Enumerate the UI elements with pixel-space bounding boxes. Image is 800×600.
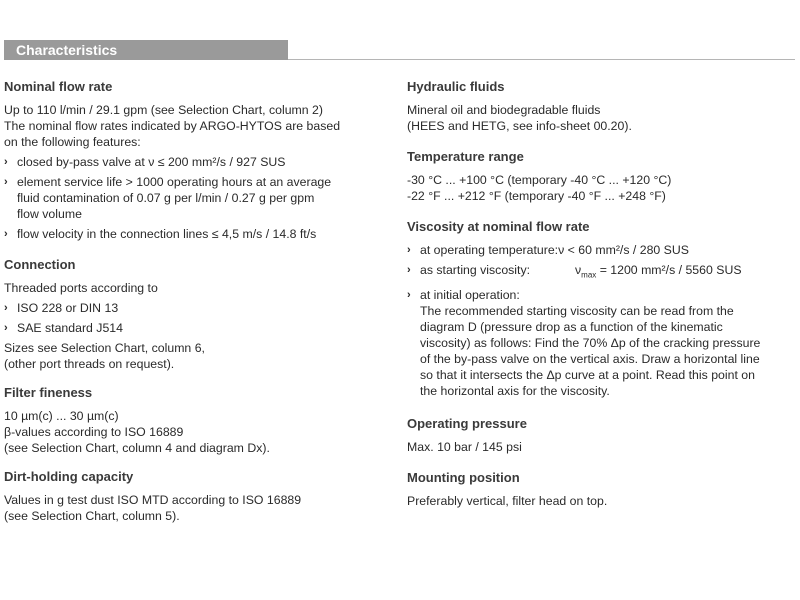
temperature-section: [407, 148, 799, 204]
bullet-chevron-icon: ›: [407, 244, 411, 256]
bullet-chevron-icon: ›: [4, 156, 8, 168]
bullet-chevron-icon: ›: [407, 289, 411, 302]
list-item: [4, 154, 388, 170]
right-column: [407, 78, 799, 520]
list-item-value: = 1200 mm²/s / 5560 SUS: [596, 263, 742, 277]
dirt-holding-section: [4, 468, 388, 524]
nominal-flow-title: Nominal flow rate: [4, 79, 113, 94]
list-item: [4, 320, 388, 336]
filter-fineness-line: 10 µm(c) ... 30 µm(c): [4, 409, 119, 423]
temperature-line: -22 °F ... +212 °F (temporary -40 °F ... +248 °F): [407, 189, 666, 203]
nominal-flow-line: on the following features:: [4, 135, 141, 149]
list-item-text: so that it intersects the Δp curve at a point. Read this point on: [420, 368, 755, 383]
list-item-text: ISO 228 or DIN 13: [17, 301, 119, 315]
temperature-line: -30 °C ... +100 °C (temporary -40 °C ... +120 °C): [407, 173, 672, 187]
list-item-text: flow volume: [17, 207, 82, 221]
list-item-text: at initial operation:: [420, 288, 520, 303]
max-subscript: max: [581, 270, 597, 280]
filter-fineness-title: Filter fineness: [4, 385, 93, 400]
mounting-title: Mounting position: [407, 470, 520, 486]
dirt-holding-line: Values in g test dust ISO MTD according to ISO 16889: [4, 493, 302, 507]
list-item-text: closed by-pass valve at ν ≤ 200 mm²/s / 927 SUS: [17, 155, 286, 169]
connection-title: Connection: [4, 257, 76, 272]
bullet-chevron-icon: ›: [4, 302, 8, 314]
filter-fineness-section: [4, 384, 388, 456]
list-item-text: The recommended starting viscosity can be read from the: [420, 304, 734, 319]
bullet-chevron-icon: ›: [4, 228, 8, 240]
hydraulic-fluids-line: (HEES and HETG, see info-sheet 00.20).: [407, 119, 632, 133]
list-item: [407, 287, 799, 399]
section-header-title: Characteristics: [16, 42, 118, 58]
connection-section: [4, 256, 388, 372]
list-item-text: flow velocity in the connection lines ≤ 4,5 m/s / 14.8 ft/s: [17, 227, 317, 241]
left-column: [4, 78, 388, 535]
section-header-bar: [4, 40, 288, 60]
operating-pressure-section: [407, 415, 799, 455]
connection-line: Sizes see Selection Chart, column 6,: [4, 341, 205, 355]
viscosity-title: Viscosity at nominal flow rate: [407, 219, 590, 234]
list-item: [4, 174, 388, 222]
connection-intro: Threaded ports according to: [4, 281, 158, 295]
list-item-text: viscosity) as follows: Find the 70% Δp of the cracking pressure: [420, 336, 761, 351]
list-item-text: diagram D (pressure drop as a function of the kinematic: [420, 320, 723, 335]
list-item: [407, 242, 799, 258]
list-item-text: SAE standard J514: [17, 321, 123, 335]
list-item-text: at operating temperature:ν < 60 mm²/s / 280 SUS: [420, 243, 689, 257]
list-item: [407, 262, 799, 283]
mounting-section: [407, 469, 799, 509]
bullet-chevron-icon: ›: [407, 264, 411, 276]
header-rule: [288, 59, 795, 60]
list-item-text: the horizontal axis for the viscosity.: [420, 384, 610, 399]
connection-line: (other port threads on request).: [4, 357, 175, 371]
hydraulic-fluids-line: Mineral oil and biodegradable fluids: [407, 103, 601, 117]
nu-symbol: ν: [575, 263, 582, 277]
dirt-holding-line: (see Selection Chart, column 5).: [4, 509, 180, 523]
filter-fineness-line: (see Selection Chart, column 4 and diagram Dx).: [4, 441, 270, 455]
nominal-flow-section: [4, 78, 388, 242]
list-item-text: element service life > 1000 operating hours at an average: [17, 175, 332, 189]
hydraulic-fluids-title: Hydraulic fluids: [407, 79, 505, 94]
nominal-flow-line: The nominal flow rates indicated by ARGO-HYTOS are based: [4, 119, 341, 133]
bullet-chevron-icon: ›: [4, 322, 8, 334]
filter-fineness-line: β-values according to ISO 16889: [4, 425, 184, 439]
list-item: [4, 226, 388, 242]
list-item-label: as starting viscosity:: [420, 263, 531, 277]
operating-pressure-title: Operating pressure: [407, 416, 527, 432]
operating-pressure-line: Max. 10 bar / 145 psi: [407, 440, 522, 455]
nominal-flow-line: Up to 110 l/min / 29.1 gpm (see Selection Chart, column 2): [4, 103, 323, 117]
list-item: [4, 300, 388, 316]
list-item-text: fluid contamination of 0.07 g per l/min / 0.27 g per gpm: [17, 191, 315, 205]
mounting-line: Preferably vertical, filter head on top.: [407, 494, 608, 509]
list-item-text: of the by-pass valve on the vertical axis. Draw a horizontal line: [420, 352, 760, 367]
hydraulic-fluids-section: [407, 78, 799, 134]
dirt-holding-title: Dirt-holding capacity: [4, 469, 134, 484]
viscosity-section: [407, 218, 799, 399]
temperature-title: Temperature range: [407, 149, 524, 164]
bullet-chevron-icon: ›: [4, 176, 8, 188]
